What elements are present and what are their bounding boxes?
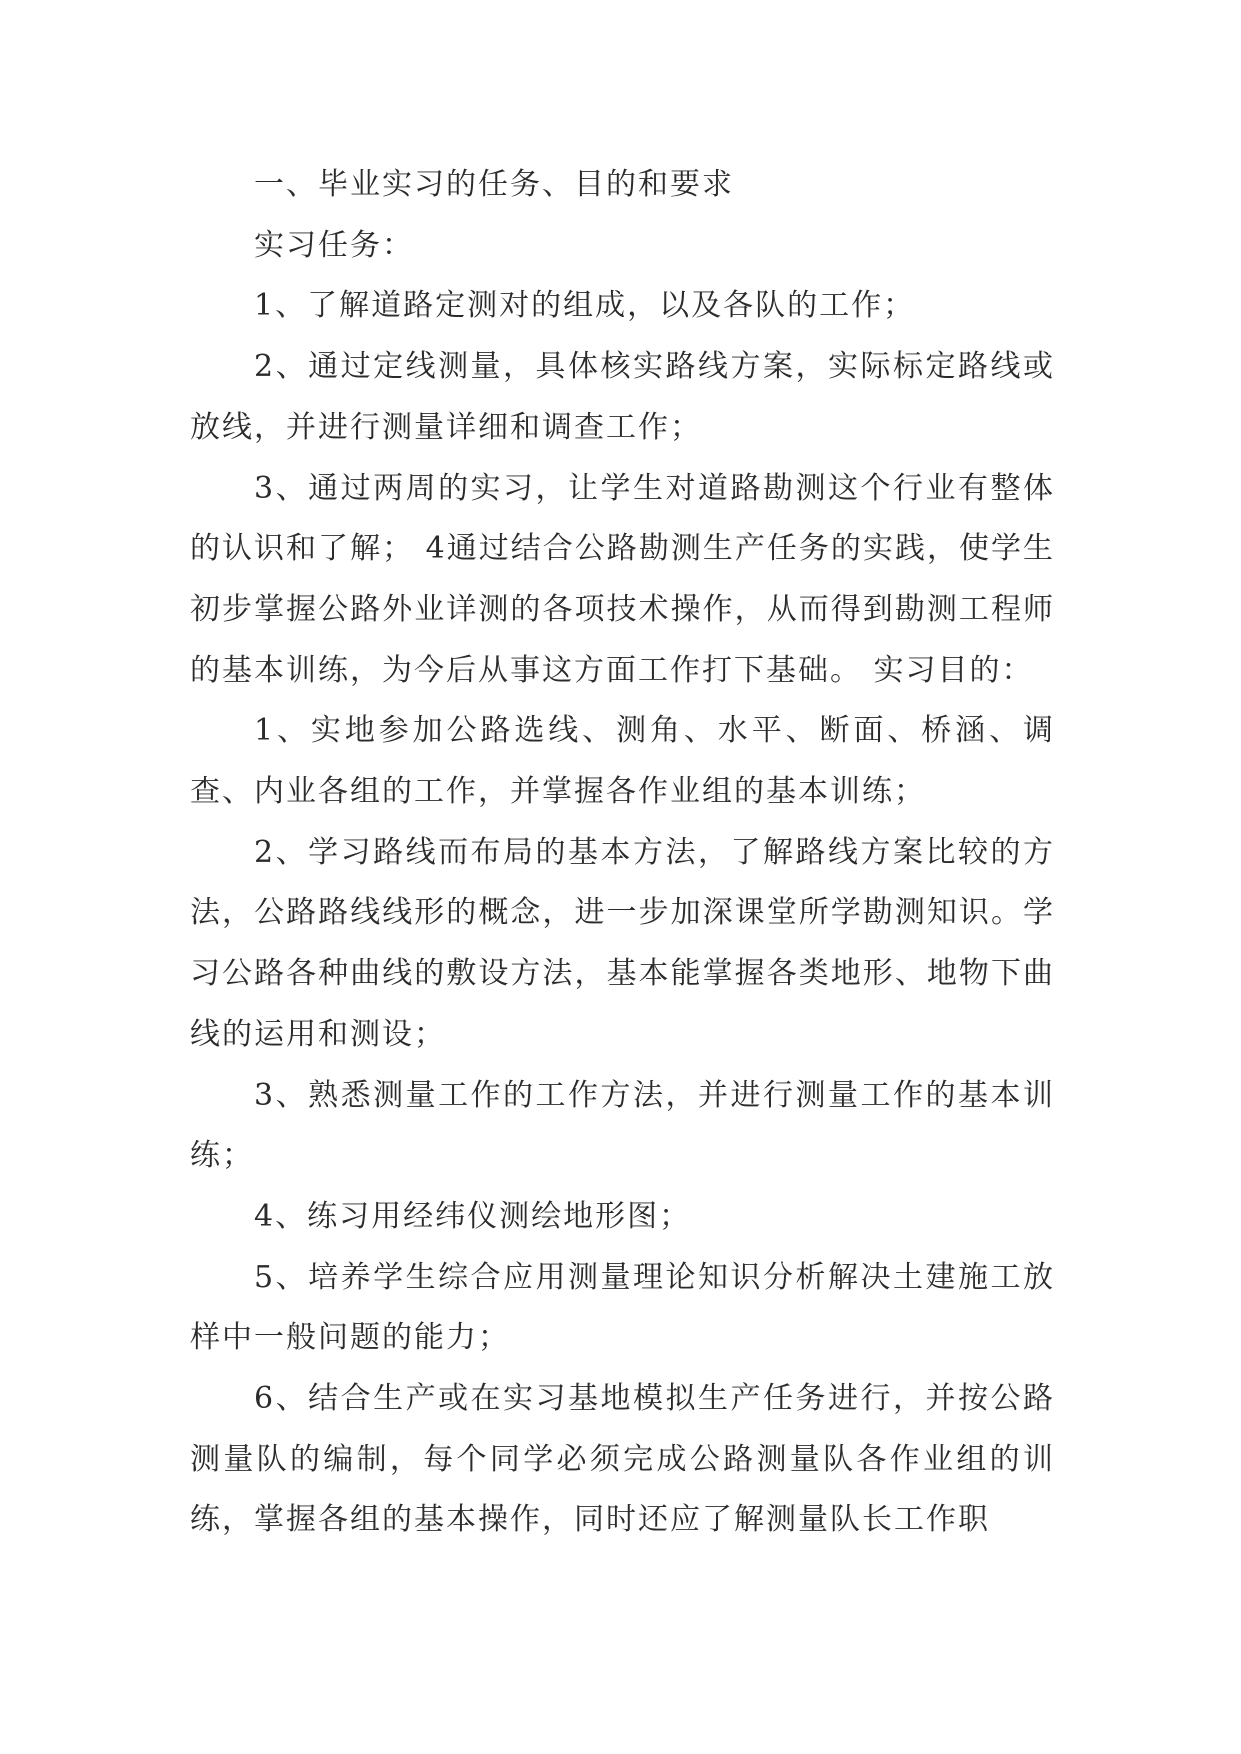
paragraph: 4、练习用经纬仪测绘地形图； [254,1198,692,1234]
paragraph: 实习任务： [254,227,414,263]
document-body [190,155,1055,1551]
paragraph: 3、通过两周的实习，让学生对道路勘测这个行业有整体的认识和了解； 4通过结合公路勘测生产任务的实践，使学生初步掌握公路外业详测的各项技术操作，从而得到勘测工程师的基本训练，为今后从事这方面工作打下基础。 实习目的： [190,470,1055,688]
paragraph: 3、熟悉测量工作的工作方法，并进行测量工作的基本训练； [190,1077,1055,1174]
paragraph: 1、实地参加公路选线、测角、水平、断面、桥涵、调查、内业各组的工作，并掌握各作业组的基本训练； [190,713,1055,810]
paragraph: 2、学习路线而布局的基本方法，了解路线方案比较的方法，公路路线线形的概念，进一步加深课堂所学勘测知识。学习公路各种曲线的敷设方法，基本能掌握各类地形、地物下曲线的运用和测设； [190,834,1055,1052]
paragraph: 1、了解道路定测对的组成，以及各队的工作； [254,288,916,324]
paragraph: 5、培养学生综合应用测量理论知识分析解决土建施工放样中一般问题的能力； [190,1259,1055,1356]
section-heading: 一、毕业实习的任务、目的和要求 [254,167,734,202]
paragraph: 2、通过定线测量，具体核实路线方案，实际标定路线或放线，并进行测量详细和调查工作； [190,349,1055,445]
paragraph: 6、结合生产或在实习基地模拟生产任务进行，并按公路测量队的编制，每个同学必须完成公路测量队各作业组的训练，掌握各组的基本操作，同时还应了解测量队长工作职 [190,1381,1055,1538]
